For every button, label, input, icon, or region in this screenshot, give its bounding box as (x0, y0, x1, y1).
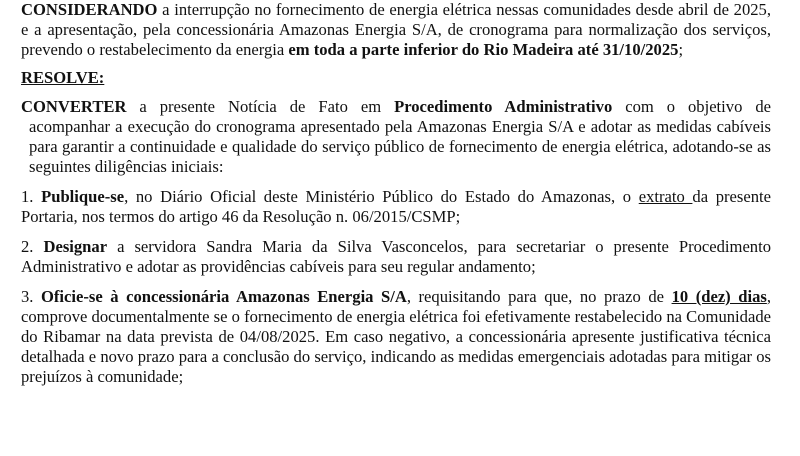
item-2-lead: Designar (43, 237, 108, 256)
item-2 (21, 237, 771, 277)
converter-text-rest: acompanhar a execução do cronograma apresentado pela Amazonas Energia S/A e adotar as medidas cabíveis para garantir a continuidade e qualidade do serviço público de fornecimento de energia elétrica, adotando-se as seguintes diligências iniciais: (29, 117, 771, 176)
converter-bold-mid: Procedimento Administrativo (394, 97, 613, 116)
item-1-text: , no Diário Oficial deste Ministério Público do Estado do Amazonas, o (124, 187, 639, 206)
item-3-lead: Oficie-se à concessionária Amazonas Energia S/A (40, 287, 407, 306)
considerando-bold-tail: em toda a parte inferior do Rio Madeira até 31/10/2025 (288, 40, 679, 59)
item-1-number: 1. (21, 187, 42, 206)
considerando-lead: CONSIDERANDO (21, 0, 158, 19)
item-2-text: a servidora Sandra Maria da Silva Vasconcelos, para secretariar o presente Procedimento Administrativo e adotar as providências cabíveis para seu regular andamento; (21, 237, 772, 276)
item-3-text: , requisitando para que, no prazo de (406, 287, 672, 306)
item-1-lead: Publique-se (41, 187, 125, 206)
item-1-underlined: extrato (638, 187, 693, 206)
item-3-number: 3. (21, 287, 41, 306)
considerando-text: a interrupção no fornecimento de energia elétrica nessas comunidades desde abril de 2025, e a apresentação, pela concessionária Amazonas Energia S/A, de cronograma para normalização dos serviços, prevendo o restabelecimento da energia (21, 0, 771, 59)
item-3-text-end: , comprove documentalmente se o fornecimento de energia elétrica foi efetivamente restabelecido na Comunidade do Ribamar na data prevista de 04/08/2025. Em caso negativo, a concessionária apresente justificativa técnica detalhada e novo prazo para a conclusão do serviço, indicando as medidas emergenciais adotadas para mitigar os prejuízos à comunidade; (21, 287, 771, 386)
item-1 (21, 187, 771, 227)
converter-first-line (21, 97, 771, 117)
converter-text-line1-end: com o objetivo de (612, 97, 771, 116)
item-3 (21, 287, 771, 387)
considerando-end: ; (678, 40, 684, 59)
item-3-deadline: 10 (dez) dias (671, 287, 767, 306)
considerando-paragraph (21, 0, 771, 60)
converter-paragraph (21, 97, 771, 177)
document-page (21, 0, 771, 387)
converter-rest (21, 117, 771, 177)
resolve-heading: RESOLVE: (21, 68, 105, 87)
converter-text: a presente Notícia de Fato em (126, 97, 395, 116)
item-1-text-end: da presente Portaria, nos termos do artigo 46 da Resolução n. 06/2015/CSMP; (21, 187, 771, 226)
converter-lead: CONVERTER (21, 97, 127, 116)
item-2-number: 2. (21, 237, 44, 256)
